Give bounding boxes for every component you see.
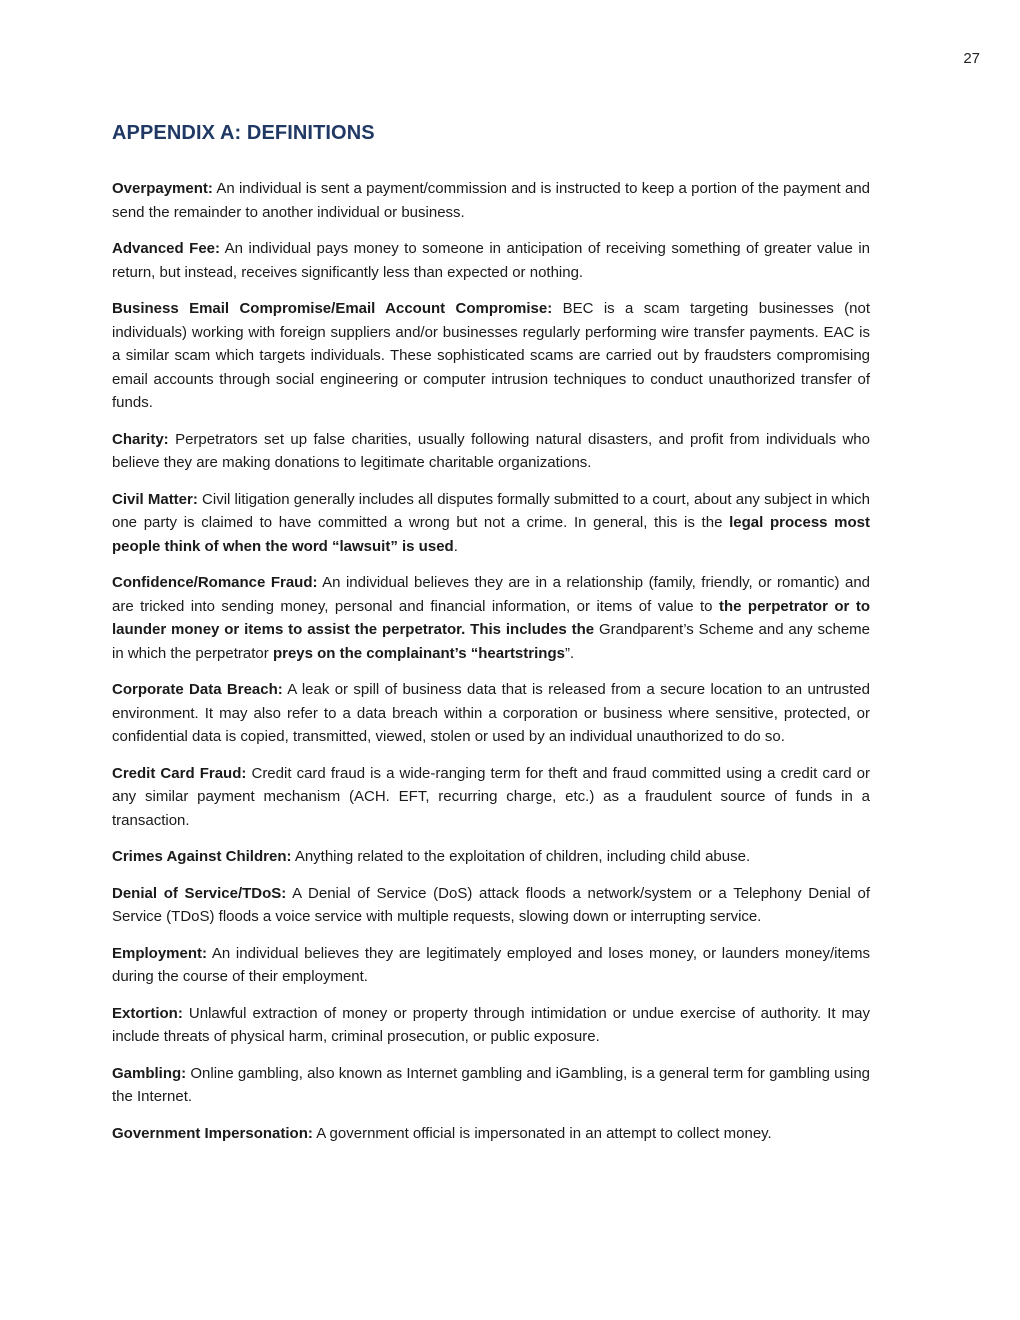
definition-emphasis: preys on the complainant’s “heartstrings	[272, 644, 565, 662]
definition-text: An individual pays money to someone in anticipation of receiving something of greater value in return, but instead, receives significantly less than expected or nothing.	[112, 240, 870, 281]
definition-term: Credit Card Fraud:	[112, 764, 247, 782]
definition-text: Civil litigation generally includes all disputes formally submitted to a court, about any subject in which one party is claimed to have committed a wrong but not a crime. In general, this is the	[112, 490, 870, 531]
definition-emphasis: the perpetrator or to launder money or items to assist the perpetrator. This includes the	[112, 597, 870, 638]
definition-term: Civil Matter:	[112, 490, 198, 508]
definition-extortion	[112, 1002, 870, 1049]
definition-text: .	[453, 537, 458, 555]
definition-text: A leak or spill of business data that is released from a secure location to an untrusted environment. It may also refer to a data breach within a corporation or business where sensitive, protected, or confidential data is copied, transmitted, viewed, stolen or used by an individual unauthorized to do so.	[112, 681, 870, 745]
definition-text: Unlawful extraction of money or property through intimidation or undue exercise of authority. It may include threats of physical harm, criminal prosecution, or public exposure.	[112, 1004, 870, 1045]
definition-advanced-fee	[112, 237, 870, 284]
definition-crimes-against-children	[112, 845, 870, 869]
definitions-list	[112, 177, 870, 1158]
definition-text: Grandparent’s Scheme and any scheme in which the perpetrator	[112, 621, 870, 662]
definition-government-impersonation	[112, 1122, 870, 1146]
definition-corporate-data-breach	[112, 678, 870, 749]
definition-text: Anything related to the exploitation of children, including child abuse.	[294, 848, 751, 865]
definition-text: Credit card fraud is a wide-ranging term for theft and fraud committed using a credit card or any similar payment mechanism (ACH. EFT, recurring charge, etc.) as a fraudulent source of funds in a transaction.	[112, 764, 870, 829]
definition-business-email-compromise	[112, 297, 870, 415]
definition-term: Crimes Against Children:	[112, 848, 292, 865]
definition-text: A government official is impersonated in an attempt to collect money.	[316, 1124, 772, 1142]
definition-text: Perpetrators set up false charities, usually following natural disasters, and profit from individuals who believe they are making donations to legitimate charitable organizations.	[112, 430, 870, 471]
definition-overpayment	[112, 177, 870, 224]
definition-credit-card-fraud	[112, 762, 870, 833]
definition-civil-matter	[112, 488, 870, 559]
definition-term: Government Impersonation:	[112, 1124, 313, 1142]
definition-text: BEC is a scam targeting businesses (not individuals) working with foreign suppliers and/or businesses regularly performing wire transfer payments. EAC is a similar scam which targets individuals. These sophisticated scams are carried out by fraudsters compromising email accounts through social engineering or computer intrusion techniques to conduct unauthorized transfer of funds.	[112, 300, 871, 411]
definition-term: Corporate Data Breach:	[112, 681, 283, 698]
definition-term: Business Email Compromise/Email Account Compromise:	[112, 300, 553, 317]
definition-text: An individual believes they are in a relationship (family, friendly, or romantic) and are tricked into sending money, personal and financial information, or items of value to	[112, 574, 870, 615]
definition-denial-of-service	[112, 882, 870, 929]
definition-charity	[112, 428, 870, 475]
definition-text: Online gambling, also known as Internet gambling and iGambling, is a general term for gambling using the Internet.	[112, 1064, 871, 1105]
definition-emphasis: legal process most people think of when the word “lawsuit” is used	[112, 514, 871, 555]
definition-confidence-romance-fraud	[112, 571, 870, 665]
definition-term: Overpayment:	[112, 180, 213, 197]
definition-text: An individual is sent a payment/commission and is instructed to keep a portion of the payment and send the remainder to another individual or business.	[112, 180, 871, 221]
page-number: 27	[963, 50, 980, 67]
definition-text: ”.	[564, 644, 575, 662]
definition-gambling	[112, 1062, 870, 1109]
definition-term: Charity:	[112, 430, 169, 448]
definition-employment	[112, 942, 870, 989]
definition-term: Extortion:	[112, 1004, 183, 1022]
definition-text: An individual believes they are legitimately employed and loses money, or launders money/items during the course of their employment.	[112, 944, 871, 985]
page-title: APPENDIX A: DEFINITIONS	[112, 122, 375, 144]
definition-text: A Denial of Service (DoS) attack floods a network/system or a Telephony Denial of Service (TDoS) floods a voice service with multiple requests, slowing down or interrupting service.	[112, 884, 870, 925]
definition-term: Denial of Service/TDoS:	[112, 884, 287, 902]
definition-term: Advanced Fee:	[112, 240, 221, 257]
definition-term: Employment:	[112, 944, 208, 962]
definition-term: Confidence/Romance Fraud:	[112, 574, 318, 591]
definition-term: Gambling:	[112, 1064, 187, 1082]
